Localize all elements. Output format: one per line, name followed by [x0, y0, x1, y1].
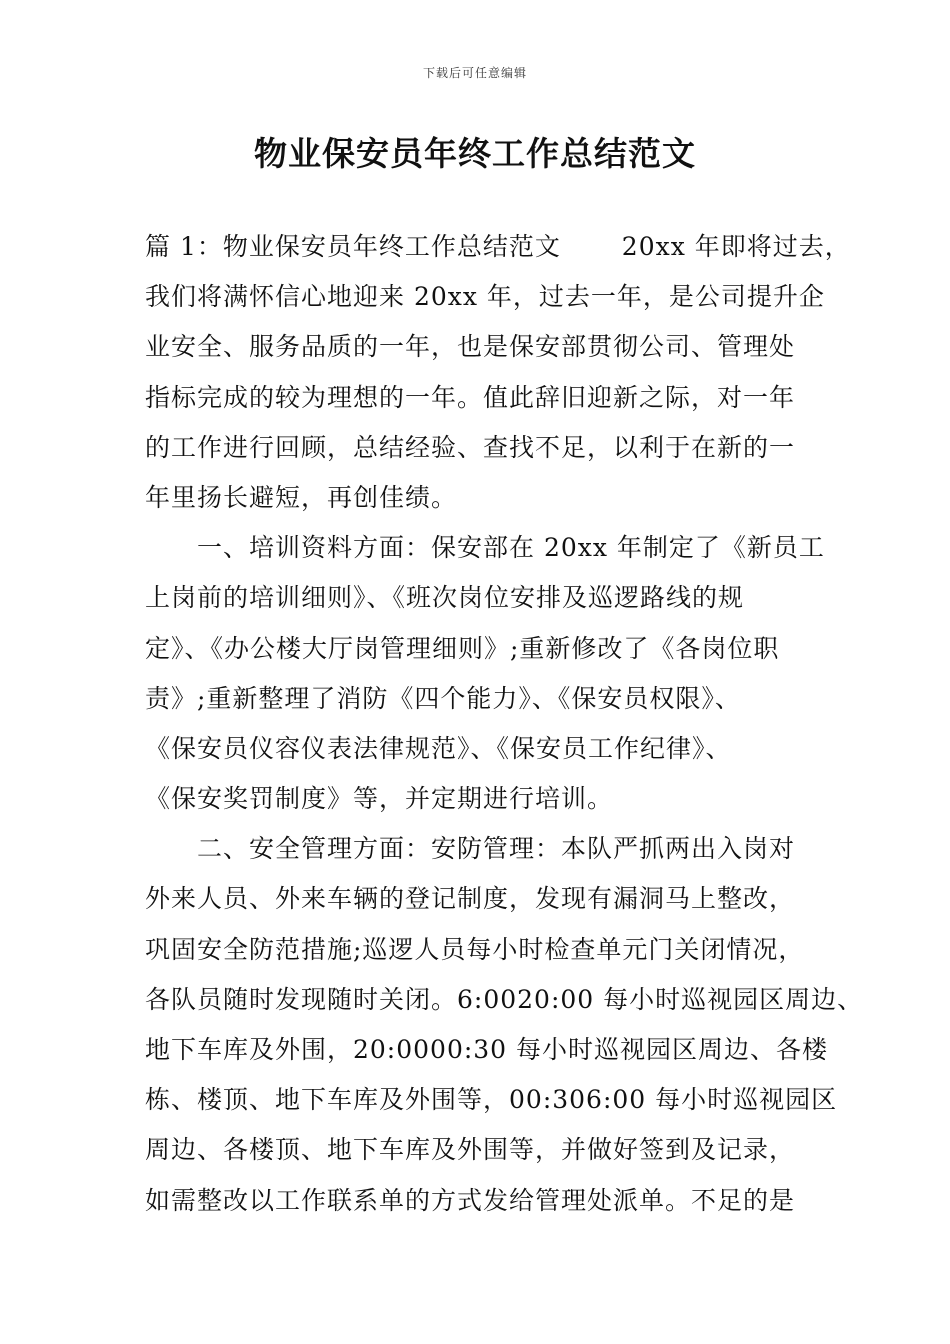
body-line: 篇 1：物业保安员年终工作总结范文 20xx 年即将过去，	[145, 232, 851, 261]
body-line: 二、安全管理方面：安防管理：本队严抓两出入岗对	[145, 834, 796, 864]
document-body	[145, 222, 864, 1226]
body-line: 指标完成的较为理想的一年。值此辞旧迎新之际，对一年	[145, 382, 796, 412]
body-line: 《保安奖罚制度》等，并定期进行培训。	[145, 784, 614, 814]
body-line: 业安全、服务品质的一年，也是保安部贯彻公司、管理处	[145, 332, 796, 362]
document-title: 物业保安员年终工作总结范文	[254, 134, 696, 173]
body-line: 责》;重新整理了消防《四个能力》、《保安员权限》、	[145, 683, 741, 713]
body-line: 周边、各楼顶、地下车库及外围等，并做好签到及记录，	[145, 1135, 796, 1165]
body-line: 定》、《办公楼大厅岗管理细则》;重新修改了《各岗位职	[145, 633, 780, 663]
header-note: 下载后可任意编辑	[422, 66, 527, 80]
body-line: 栋、楼顶、地下车库及外围等，00:306:00 每小时巡视园区	[145, 1085, 838, 1115]
body-line: 地下车库及外围，20:0000:30 每小时巡视园区周边、各楼	[145, 1035, 829, 1064]
body-line: 巩固安全防范措施;巡逻人员每小时检查单元门关闭情况，	[145, 934, 805, 964]
body-line: 一、培训资料方面：保安部在 20xx 年制定了《新员工	[145, 533, 825, 563]
body-line: 如需整改以工作联系单的方式发给管理处派单。不足的是	[145, 1185, 796, 1215]
body-line: 上岗前的培训细则》、《班次岗位安排及巡逻路线的规	[145, 583, 745, 613]
body-line: 我们将满怀信心地迎来 20xx 年，过去一年，是公司提升企	[145, 282, 825, 312]
body-line: 《保安员仪容仪表法律规范》、《保安员工作纪律》、	[145, 733, 732, 763]
body-line: 的工作进行回顾，总结经验、查找不足，以利于在新的一	[145, 432, 796, 462]
body-line: 外来人员、外来车辆的登记制度，发现有漏洞马上整改，	[145, 884, 796, 914]
body-line: 各队员随时发现随时关闭。6:0020:00 每小时巡视园区周边、	[145, 984, 864, 1014]
body-line: 年里扬长避短，再创佳绩。	[145, 482, 458, 512]
